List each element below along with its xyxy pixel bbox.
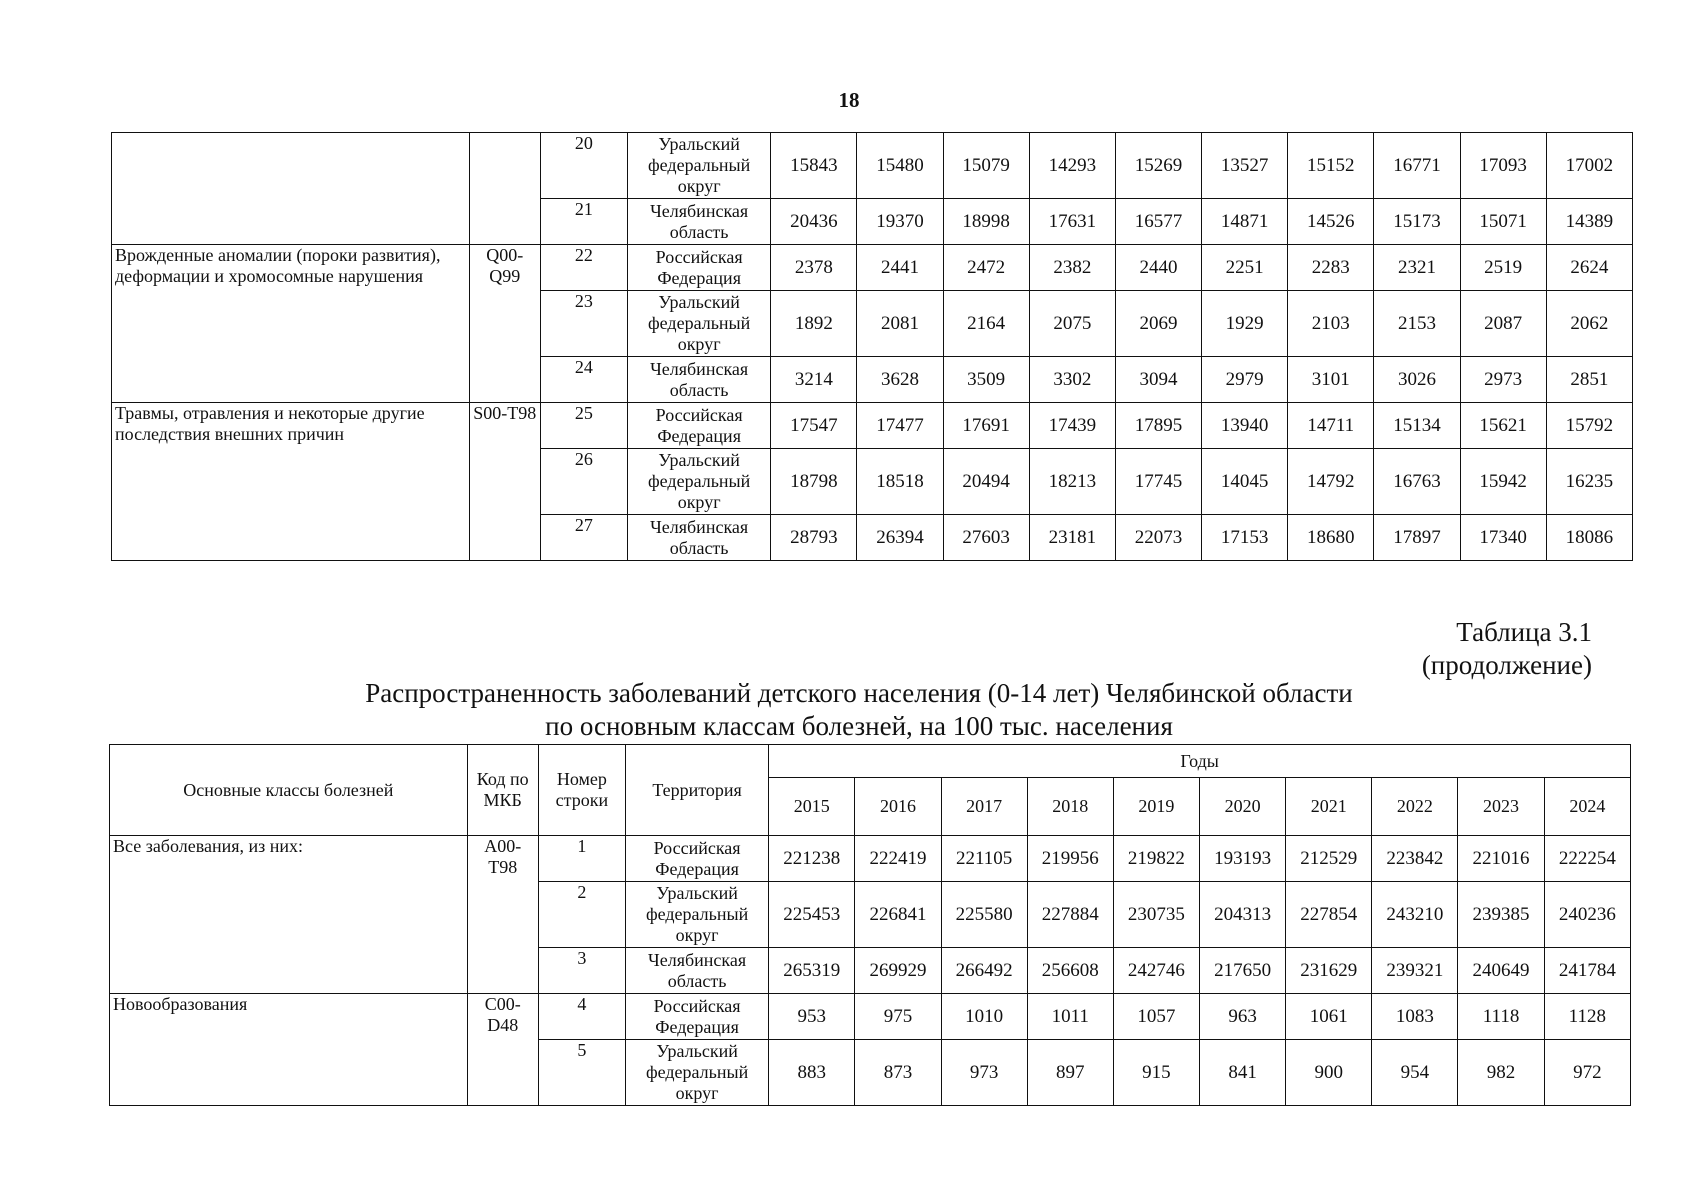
row-number-cell: 22 [540, 245, 627, 291]
value-cell: 2081 [857, 291, 943, 357]
value-cell: 2440 [1115, 245, 1201, 291]
disease-class-cell: Врожденные аномалии (пороки развития), деформации и хромосомные нарушения [112, 245, 470, 403]
value-cell: 219822 [1113, 836, 1199, 882]
row-number-cell: 26 [540, 449, 627, 515]
value-cell: 221016 [1458, 836, 1544, 882]
header-year: 2024 [1544, 778, 1630, 836]
value-cell: 18998 [943, 199, 1029, 245]
value-cell: 17477 [857, 403, 943, 449]
value-cell: 227884 [1027, 882, 1113, 948]
value-cell: 18680 [1288, 515, 1374, 561]
value-cell: 20494 [943, 449, 1029, 515]
disease-class-cell [112, 133, 470, 245]
value-cell: 14871 [1202, 199, 1288, 245]
value-cell: 2321 [1374, 245, 1460, 291]
value-cell: 15173 [1374, 199, 1460, 245]
value-cell: 17439 [1029, 403, 1115, 449]
header-territory: Территория [625, 745, 768, 836]
table-row [110, 836, 1631, 882]
header-year: 2020 [1200, 778, 1286, 836]
header-class: Основные классы болезней [110, 745, 468, 836]
header-code: Код по МКБ [467, 745, 538, 836]
value-cell: 2979 [1202, 357, 1288, 403]
value-cell: 3509 [943, 357, 1029, 403]
value-cell: 2624 [1546, 245, 1632, 291]
value-cell: 17093 [1460, 133, 1546, 199]
value-cell: 19370 [857, 199, 943, 245]
value-cell: 15071 [1460, 199, 1546, 245]
value-cell: 240649 [1458, 948, 1544, 994]
territory-cell: Челябинская область [628, 357, 771, 403]
value-cell: 18213 [1029, 449, 1115, 515]
row-number-cell: 24 [540, 357, 627, 403]
value-cell: 222419 [855, 836, 941, 882]
value-cell: 212529 [1286, 836, 1372, 882]
value-cell: 15152 [1288, 133, 1374, 199]
value-cell: 2153 [1374, 291, 1460, 357]
disease-class-cell: Все заболевания, из них: [110, 836, 468, 994]
value-cell: 225580 [941, 882, 1027, 948]
value-cell: 18798 [771, 449, 857, 515]
value-cell: 14389 [1546, 199, 1632, 245]
value-cell: 239385 [1458, 882, 1544, 948]
table-continuation: (продолжение) [1421, 650, 1592, 680]
value-cell: 14293 [1029, 133, 1115, 199]
value-cell: 2069 [1115, 291, 1201, 357]
table-caption [1192, 616, 1592, 682]
disease-class-cell: Травмы, отравления и некоторые другие последствия внешних причин [112, 403, 470, 561]
value-cell: 243210 [1372, 882, 1458, 948]
territory-cell: Уральский федеральный округ [628, 133, 771, 199]
value-cell: 18518 [857, 449, 943, 515]
value-cell: 17153 [1202, 515, 1288, 561]
value-cell: 13940 [1202, 403, 1288, 449]
value-cell: 14711 [1288, 403, 1374, 449]
row-number-cell: 1 [538, 836, 625, 882]
icd-code-cell: C00-D48 [467, 994, 538, 1106]
value-cell: 269929 [855, 948, 941, 994]
row-number-cell: 2 [538, 882, 625, 948]
header-year: 2018 [1027, 778, 1113, 836]
icd-code-cell: S00-T98 [469, 403, 540, 561]
value-cell: 873 [855, 1040, 941, 1106]
value-cell: 16235 [1546, 449, 1632, 515]
territory-cell: Российская Федерация [625, 836, 768, 882]
row-number-cell: 5 [538, 1040, 625, 1106]
value-cell: 221105 [941, 836, 1027, 882]
value-cell: 1057 [1113, 994, 1199, 1040]
value-cell: 256608 [1027, 948, 1113, 994]
value-cell: 1061 [1286, 994, 1372, 1040]
value-cell: 225453 [769, 882, 855, 948]
value-cell: 28793 [771, 515, 857, 561]
value-cell: 17745 [1115, 449, 1201, 515]
value-cell: 2382 [1029, 245, 1115, 291]
value-cell: 22073 [1115, 515, 1201, 561]
row-number-cell: 25 [540, 403, 627, 449]
table-title [0, 677, 1698, 743]
value-cell: 883 [769, 1040, 855, 1106]
header-year: 2023 [1458, 778, 1544, 836]
value-cell: 20436 [771, 199, 857, 245]
value-cell: 1929 [1202, 291, 1288, 357]
value-cell: 193193 [1200, 836, 1286, 882]
value-cell: 1083 [1372, 994, 1458, 1040]
value-cell: 240236 [1544, 882, 1630, 948]
value-cell: 227854 [1286, 882, 1372, 948]
value-cell: 17897 [1374, 515, 1460, 561]
value-cell: 2973 [1460, 357, 1546, 403]
value-cell: 3094 [1115, 357, 1201, 403]
value-cell: 17631 [1029, 199, 1115, 245]
value-cell: 14792 [1288, 449, 1374, 515]
value-cell: 841 [1200, 1040, 1286, 1106]
header-year: 2016 [855, 778, 941, 836]
value-cell: 953 [769, 994, 855, 1040]
value-cell: 231629 [1286, 948, 1372, 994]
value-cell: 18086 [1546, 515, 1632, 561]
value-cell: 17340 [1460, 515, 1546, 561]
territory-cell: Уральский федеральный округ [625, 1040, 768, 1106]
value-cell: 972 [1544, 1040, 1630, 1106]
value-cell: 2851 [1546, 357, 1632, 403]
value-cell: 3302 [1029, 357, 1115, 403]
value-cell: 242746 [1113, 948, 1199, 994]
territory-cell: Челябинская область [625, 948, 768, 994]
row-number-cell: 3 [538, 948, 625, 994]
table-row [112, 245, 1633, 291]
value-cell: 16771 [1374, 133, 1460, 199]
row-number-cell: 21 [540, 199, 627, 245]
icd-code-cell [469, 133, 540, 245]
table-title-line-1: Распространенность заболеваний детского населения (0-14 лет) Челябинской области [365, 678, 1353, 708]
value-cell: 221238 [769, 836, 855, 882]
value-cell: 897 [1027, 1040, 1113, 1106]
table-label: Таблица 3.1 [1456, 617, 1592, 647]
value-cell: 15792 [1546, 403, 1632, 449]
icd-code-cell: Q00-Q99 [469, 245, 540, 403]
header-years: Годы [769, 745, 1631, 778]
row-number-cell: 20 [540, 133, 627, 199]
value-cell: 17691 [943, 403, 1029, 449]
header-year: 2019 [1113, 778, 1199, 836]
table-row [112, 133, 1633, 199]
territory-cell: Российская Федерация [628, 403, 771, 449]
value-cell: 219956 [1027, 836, 1113, 882]
territory-cell: Российская Федерация [625, 994, 768, 1040]
value-cell: 16763 [1374, 449, 1460, 515]
territory-cell: Уральский федеральный округ [628, 449, 771, 515]
value-cell: 15942 [1460, 449, 1546, 515]
value-cell: 900 [1286, 1040, 1372, 1106]
value-cell: 1010 [941, 994, 1027, 1040]
morbidity-table-top [111, 132, 1633, 561]
territory-cell: Уральский федеральный округ [625, 882, 768, 948]
value-cell: 16577 [1115, 199, 1201, 245]
value-cell: 15269 [1115, 133, 1201, 199]
value-cell: 2103 [1288, 291, 1374, 357]
header-year: 2022 [1372, 778, 1458, 836]
value-cell: 973 [941, 1040, 1027, 1106]
value-cell: 230735 [1113, 882, 1199, 948]
value-cell: 2062 [1546, 291, 1632, 357]
value-cell: 15843 [771, 133, 857, 199]
value-cell: 27603 [943, 515, 1029, 561]
territory-cell: Уральский федеральный округ [628, 291, 771, 357]
disease-class-cell: Новообразования [110, 994, 468, 1106]
morbidity-table-bottom [109, 744, 1631, 1106]
value-cell: 954 [1372, 1040, 1458, 1106]
table-title-line-2: по основным классам болезней, на 100 тыс. населения [545, 711, 1173, 741]
value-cell: 1892 [771, 291, 857, 357]
value-cell: 15134 [1374, 403, 1460, 449]
value-cell: 23181 [1029, 515, 1115, 561]
value-cell: 204313 [1200, 882, 1286, 948]
value-cell: 14045 [1202, 449, 1288, 515]
value-cell: 2441 [857, 245, 943, 291]
value-cell: 2087 [1460, 291, 1546, 357]
value-cell: 1128 [1544, 994, 1630, 1040]
value-cell: 2519 [1460, 245, 1546, 291]
value-cell: 15621 [1460, 403, 1546, 449]
value-cell: 3026 [1374, 357, 1460, 403]
value-cell: 15480 [857, 133, 943, 199]
header-year: 2021 [1286, 778, 1372, 836]
value-cell: 2075 [1029, 291, 1115, 357]
value-cell: 915 [1113, 1040, 1199, 1106]
value-cell: 14526 [1288, 199, 1374, 245]
value-cell: 222254 [1544, 836, 1630, 882]
value-cell: 17002 [1546, 133, 1632, 199]
table-row [112, 403, 1633, 449]
value-cell: 982 [1458, 1040, 1544, 1106]
value-cell: 266492 [941, 948, 1027, 994]
value-cell: 975 [855, 994, 941, 1040]
value-cell: 2378 [771, 245, 857, 291]
value-cell: 1118 [1458, 994, 1544, 1040]
value-cell: 963 [1200, 994, 1286, 1040]
header-year: 2017 [941, 778, 1027, 836]
page-number: 18 [838, 88, 860, 112]
territory-cell: Российская Федерация [628, 245, 771, 291]
value-cell: 3101 [1288, 357, 1374, 403]
row-number-cell: 27 [540, 515, 627, 561]
value-cell: 15079 [943, 133, 1029, 199]
value-cell: 3628 [857, 357, 943, 403]
value-cell: 239321 [1372, 948, 1458, 994]
value-cell: 2251 [1202, 245, 1288, 291]
row-number-cell: 4 [538, 994, 625, 1040]
value-cell: 226841 [855, 882, 941, 948]
value-cell: 2472 [943, 245, 1029, 291]
header-year: 2015 [769, 778, 855, 836]
value-cell: 265319 [769, 948, 855, 994]
table-row [110, 994, 1631, 1040]
value-cell: 2283 [1288, 245, 1374, 291]
value-cell: 217650 [1200, 948, 1286, 994]
value-cell: 2164 [943, 291, 1029, 357]
territory-cell: Челябинская область [628, 199, 771, 245]
value-cell: 17547 [771, 403, 857, 449]
row-number-cell: 23 [540, 291, 627, 357]
header-row-number: Номер строки [538, 745, 625, 836]
value-cell: 223842 [1372, 836, 1458, 882]
value-cell: 17895 [1115, 403, 1201, 449]
value-cell: 13527 [1202, 133, 1288, 199]
value-cell: 3214 [771, 357, 857, 403]
value-cell: 26394 [857, 515, 943, 561]
value-cell: 241784 [1544, 948, 1630, 994]
icd-code-cell: A00-T98 [467, 836, 538, 994]
value-cell: 1011 [1027, 994, 1113, 1040]
territory-cell: Челябинская область [628, 515, 771, 561]
